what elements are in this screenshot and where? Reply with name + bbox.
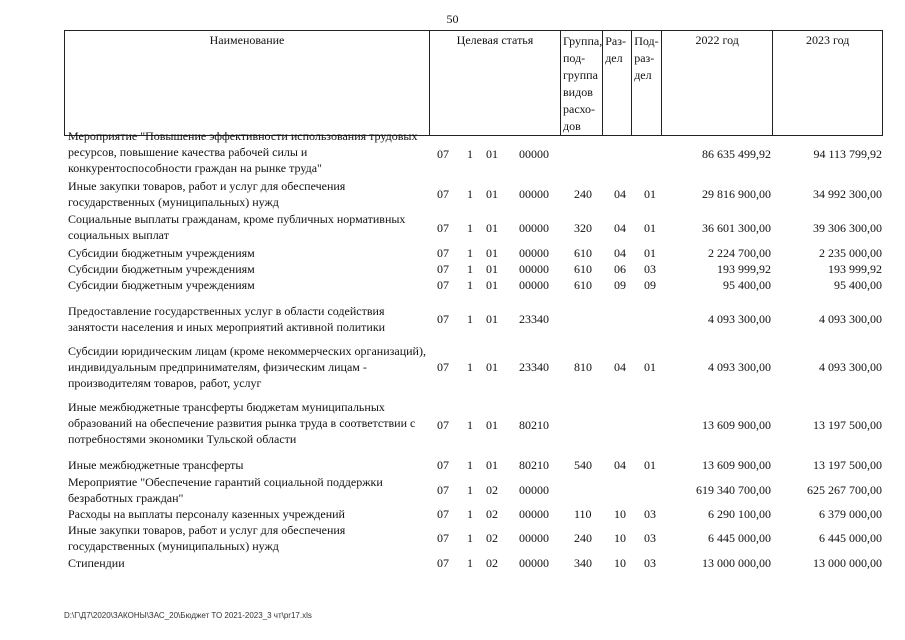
row-amount-2023: 2 235 000,00	[819, 246, 882, 260]
header-section: Раз- дел	[603, 31, 632, 136]
row-subsection: 01	[644, 360, 656, 374]
row-amount-2022: 4 093 300,00	[708, 360, 771, 374]
row-main-event: 01	[486, 312, 498, 326]
row-program: 07	[437, 262, 449, 276]
row-direction: 23340	[519, 360, 549, 374]
row-program: 07	[437, 531, 449, 545]
row-section: 06	[614, 262, 626, 276]
row-section: 10	[614, 507, 626, 521]
header-group: Группа, под- группа видов расхо- дов	[561, 31, 603, 136]
row-amount-2022: 86 635 499,92	[702, 147, 771, 161]
row-direction: 00000	[519, 531, 549, 545]
row-name: Иные межбюджетные трансферты	[68, 458, 244, 472]
header-year-2022: 2022 год	[662, 31, 773, 136]
row-name: Расходы на выплаты персоналу казенных учреждений	[68, 507, 345, 521]
page-number: 50	[446, 12, 459, 26]
row-direction: 80210	[519, 418, 549, 432]
row-direction: 00000	[519, 278, 549, 292]
row-program: 07	[437, 312, 449, 326]
row-amount-2022: 36 601 300,00	[702, 221, 771, 235]
row-program: 07	[437, 246, 449, 260]
row-amount-2023: 39 306 300,00	[813, 221, 882, 235]
row-main-event: 01	[486, 458, 498, 472]
row-subprogram: 1	[467, 278, 473, 292]
row-subprogram: 1	[467, 360, 473, 374]
row-amount-2022: 13 609 900,00	[702, 458, 771, 472]
row-amount-2022: 29 816 900,00	[702, 187, 771, 201]
row-subsection: 01	[644, 221, 656, 235]
row-main-event: 02	[486, 507, 498, 521]
row-section: 10	[614, 556, 626, 570]
row-subprogram: 1	[467, 418, 473, 432]
row-amount-2023: 34 992 300,00	[813, 187, 882, 201]
row-main-event: 02	[486, 531, 498, 545]
row-section: 04	[614, 458, 626, 472]
row-program: 07	[437, 556, 449, 570]
row-name: Социальные выплаты гражданам, кроме публичных нормативных социальных выплат	[68, 212, 406, 242]
row-program: 07	[437, 278, 449, 292]
row-amount-2023: 4 093 300,00	[819, 312, 882, 326]
row-main-event: 02	[486, 556, 498, 570]
header-subsection: Под- раз- дел	[632, 31, 662, 136]
row-group: 610	[574, 278, 592, 292]
row-name: Субсидии бюджетным учреждениям	[68, 246, 255, 260]
row-subsection: 01	[644, 458, 656, 472]
row-amount-2023: 13 197 500,00	[813, 418, 882, 432]
row-section: 04	[614, 221, 626, 235]
row-amount-2023: 94 113 799,92	[813, 147, 882, 161]
row-name: Иные закупки товаров, работ и услуг для обеспечения государственных (муниципальных) нужд	[68, 179, 346, 209]
header-year-2023: 2023 год	[773, 31, 883, 136]
row-section: 04	[614, 187, 626, 201]
row-subprogram: 1	[467, 531, 473, 545]
row-amount-2022: 95 400,00	[723, 278, 771, 292]
row-amount-2023: 625 267 700,00	[807, 483, 882, 497]
row-section: 04	[614, 246, 626, 260]
row-subprogram: 1	[467, 458, 473, 472]
row-direction: 00000	[519, 556, 549, 570]
row-name: Субсидии юридическим лицам (кроме некоммерческих организаций), индивидуальным предпринимателям, физическим лицам - производителям товаров, работ, услуг	[68, 344, 426, 390]
row-subprogram: 1	[467, 483, 473, 497]
row-name: Иные межбюджетные трансферты бюджетам муниципальных образований на обеспечение развития рынка труда в соответствии с потребностями экономики Тульской области	[68, 400, 416, 446]
header-name: Наименование	[65, 31, 430, 136]
row-subprogram: 1	[467, 147, 473, 161]
row-amount-2022: 13 000 000,00	[702, 556, 771, 570]
row-main-event: 01	[486, 262, 498, 276]
row-group: 320	[574, 221, 592, 235]
row-amount-2023: 95 400,00	[834, 278, 882, 292]
row-subsection: 01	[644, 246, 656, 260]
row-main-event: 01	[486, 246, 498, 260]
row-subsection: 03	[644, 262, 656, 276]
row-direction: 80210	[519, 458, 549, 472]
row-program: 07	[437, 507, 449, 521]
row-amount-2022: 13 609 900,00	[702, 418, 771, 432]
row-subsection: 03	[644, 556, 656, 570]
row-direction: 00000	[519, 187, 549, 201]
row-amount-2023: 13 000 000,00	[813, 556, 882, 570]
row-amount-2022: 6 445 000,00	[708, 531, 771, 545]
row-program: 07	[437, 187, 449, 201]
row-subprogram: 1	[467, 262, 473, 276]
row-group: 240	[574, 187, 592, 201]
row-amount-2022: 2 224 700,00	[708, 246, 771, 260]
row-direction: 00000	[519, 262, 549, 276]
row-section: 10	[614, 531, 626, 545]
row-subsection: 03	[644, 507, 656, 521]
row-program: 07	[437, 418, 449, 432]
row-subprogram: 1	[467, 556, 473, 570]
row-subsection: 01	[644, 187, 656, 201]
row-group: 610	[574, 262, 592, 276]
row-main-event: 01	[486, 360, 498, 374]
row-program: 07	[437, 221, 449, 235]
row-group: 240	[574, 531, 592, 545]
row-subprogram: 1	[467, 246, 473, 260]
row-name: Предоставление государственных услуг в области содействия занятости населения и иных мероприятий активной политики	[68, 304, 386, 334]
row-name: Мероприятие "Обеспечение гарантий социальной поддержки безработных граждан"	[68, 475, 383, 505]
row-program: 07	[437, 360, 449, 374]
row-direction: 00000	[519, 221, 549, 235]
row-amount-2023: 6 445 000,00	[819, 531, 882, 545]
row-main-event: 01	[486, 187, 498, 201]
file-path-footer: D:\Г\Д7\2020\ЗАКОНЫ\ЗАС_20\Бюджет ТО 2021-2023_3 чт\pr17.xls	[64, 611, 312, 620]
row-group: 110	[574, 507, 592, 521]
row-name: Стипендии	[68, 556, 125, 570]
row-name: Иные закупки товаров, работ и услуг для обеспечения государственных (муниципальных) нужд	[68, 523, 346, 553]
row-program: 07	[437, 458, 449, 472]
header-target: Целевая статья	[430, 31, 561, 136]
row-amount-2023: 193 999,92	[828, 262, 882, 276]
row-amount-2023: 13 197 500,00	[813, 458, 882, 472]
row-group: 810	[574, 360, 592, 374]
row-direction: 00000	[519, 147, 549, 161]
row-main-event: 01	[486, 418, 498, 432]
row-subsection: 03	[644, 531, 656, 545]
row-amount-2022: 4 093 300,00	[708, 312, 771, 326]
row-direction: 00000	[519, 507, 549, 521]
row-subsection: 09	[644, 278, 656, 292]
row-amount-2022: 193 999,92	[717, 262, 771, 276]
row-main-event: 02	[486, 483, 498, 497]
row-group: 340	[574, 556, 592, 570]
row-section: 09	[614, 278, 626, 292]
row-main-event: 01	[486, 221, 498, 235]
row-direction: 00000	[519, 246, 549, 260]
row-name: Мероприятие "Повышение эффективности использования трудовых ресурсов, повышение качества рабочей силы и конкурентоспособности граждан на рынке труда"	[68, 129, 418, 175]
row-amount-2023: 4 093 300,00	[819, 360, 882, 374]
row-main-event: 01	[486, 278, 498, 292]
row-amount-2022: 619 340 700,00	[696, 483, 771, 497]
row-section: 04	[614, 360, 626, 374]
row-subprogram: 1	[467, 221, 473, 235]
row-subprogram: 1	[467, 507, 473, 521]
row-group: 610	[574, 246, 592, 260]
row-subprogram: 1	[467, 187, 473, 201]
row-subprogram: 1	[467, 312, 473, 326]
row-name: Субсидии бюджетным учреждениям	[68, 262, 255, 276]
row-program: 07	[437, 147, 449, 161]
row-direction: 23340	[519, 312, 549, 326]
row-direction: 00000	[519, 483, 549, 497]
row-name: Субсидии бюджетным учреждениям	[68, 278, 255, 292]
row-program: 07	[437, 483, 449, 497]
row-main-event: 01	[486, 147, 498, 161]
row-amount-2023: 6 379 000,00	[819, 507, 882, 521]
row-group: 540	[574, 458, 592, 472]
row-amount-2022: 6 290 100,00	[708, 507, 771, 521]
